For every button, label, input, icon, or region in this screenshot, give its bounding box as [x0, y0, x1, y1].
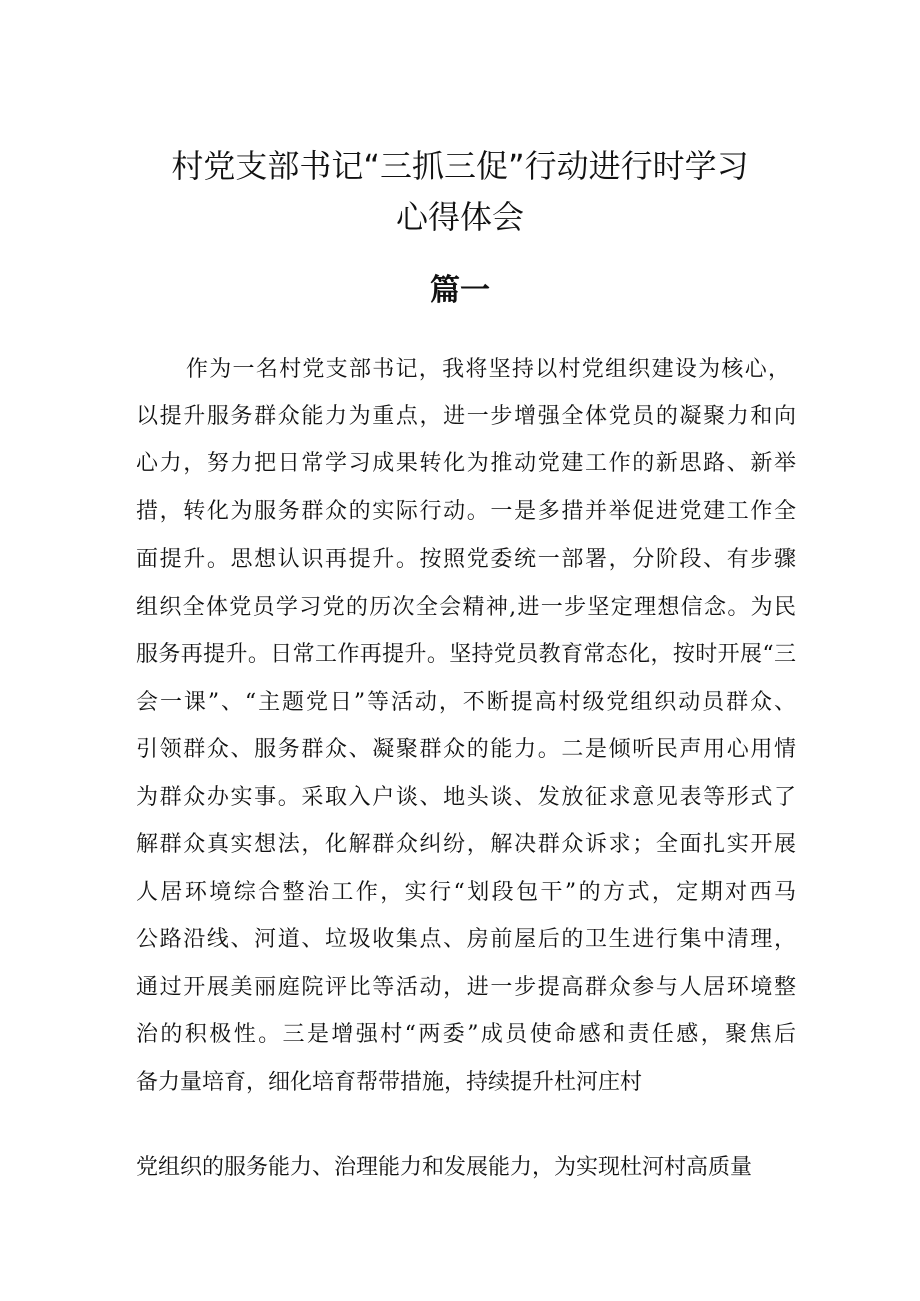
body-line-4: 措，转化为服务群众的实际行动。一是多措并举促进党建工作全 [136, 499, 796, 524]
body-line-15: 治的积极性。三是增强村“两委”成员使命感和责任感，聚焦后 [136, 1022, 796, 1047]
body-line-14: 通过开展美丽庭院评比等活动，进一步提高群众参与人居环境整 [136, 975, 796, 1000]
body-line-10: 为群众办实事。采取入户谈、地头谈、发放征求意见表等形式了 [136, 785, 796, 810]
section-heading: 篇一 [430, 273, 490, 308]
document-title-line-2: 心得体会 [395, 198, 524, 236]
body-line-7: 服务再提升。日常工作再提升。坚持党员教育常态化，按时开展“三 [136, 642, 796, 667]
body-line-8: 会一课”、“主题党日”等活动，不断提高村级党组织动员群众、 [136, 690, 796, 715]
body-line-13: 公路沿线、河道、垃圾收集点、房前屋后的卫生进行集中清理， [136, 927, 796, 952]
body-line-16: 备力量培育，细化培育帮带措施，持续提升杜河庄村 [136, 1070, 643, 1095]
continuation-line: 党组织的服务能力、治理能力和发展能力，为实现杜河村高质量 [136, 1155, 753, 1180]
body-line-2: 以提升服务群众能力为重点，进一步增强全体党员的凝聚力和向 [136, 404, 796, 429]
body-line-6: 组织全体党员学习党的历次全会精神,进一步坚定理想信念。为民 [136, 595, 796, 620]
body-line-1: 作为一名村党支部书记，我将坚持以村党组织建设为核心， [186, 357, 790, 382]
body-line-3: 心力，努力把日常学习成果转化为推动党建工作的新思路、新举 [136, 451, 796, 476]
body-line-12: 人居环境综合整治工作，实行“划段包干”的方式，定期对西马 [136, 880, 796, 905]
body-line-9: 引领群众、服务群众、凝聚群众的能力。二是倾听民声用心用情 [136, 737, 796, 762]
document-title-line-1: 村党支部书记“三抓三促”行动进行时学习 [171, 147, 749, 185]
body-line-5: 面提升。思想认识再提升。按照党委统一部署，分阶段、有步骤 [136, 547, 796, 572]
body-line-11: 解群众真实想法，化解群众纠纷，解决群众诉求；全面扎实开展 [136, 832, 796, 857]
